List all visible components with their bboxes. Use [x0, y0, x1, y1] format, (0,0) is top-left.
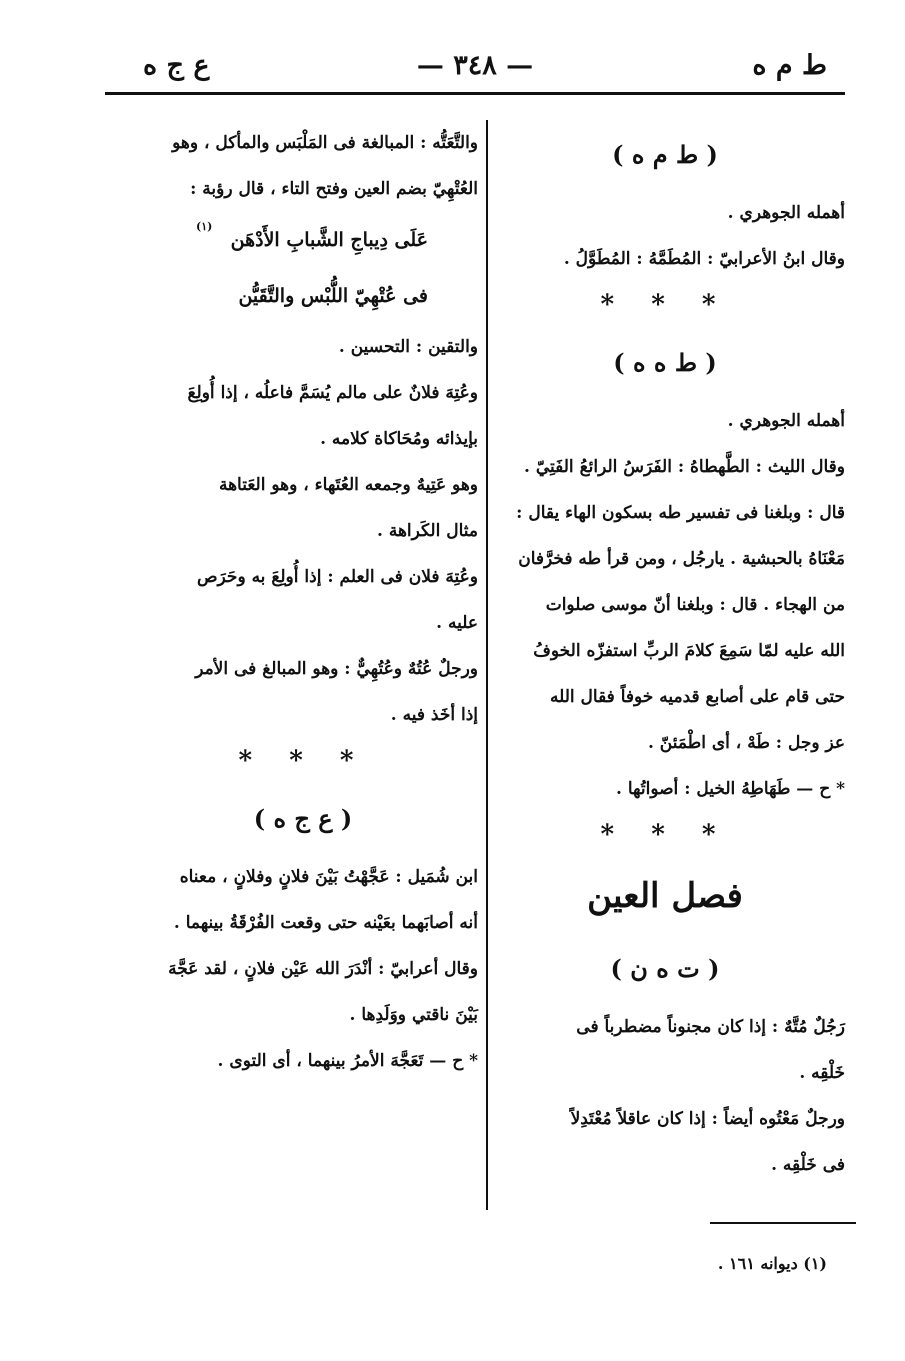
right-column-first-line: أهمله الجوهري .: [727, 411, 845, 431]
right-column-stars-line: * * *: [600, 290, 730, 320]
right-column-cont-line: خَلْقِه .: [799, 1063, 845, 1083]
left-column-first-line: والتقين : التحسين .: [338, 337, 478, 357]
right-column-cont-line: حتى قام على أصابع قدميه خوفاً فقال الله: [549, 687, 845, 707]
header-rule: [105, 92, 845, 95]
page-number: — ٣٤٨ —: [416, 50, 534, 81]
header-entry-right: ط م ه: [752, 50, 827, 81]
left-column-first-line: ابن شُمَيل : عَجَّهْتُ بَيْنَ فلانٍ وفلانٍ ، معناه: [179, 867, 478, 887]
left-column-verse-line: فى عُتْهِيّ اللُّبْس والتَّقَيُّن: [238, 285, 428, 307]
left-column-first-line: وعُتِهَ فلان فى العلم : إذا أُولِعَ به وحَرَص: [197, 567, 478, 587]
running-header: [105, 44, 845, 92]
right-column-first-line: وقال الليث : الطَّهطاهُ : الفَرَسُ الرائعُ الفَتِيّ .: [524, 457, 845, 477]
left-column-cont-line: مثال الكَراهة .: [377, 521, 478, 541]
left-column-cont-line: بَيْنَ ناقتي ووَلَدِها .: [349, 1005, 478, 1025]
right-column-stars-line: * * *: [600, 820, 730, 850]
right-column-heading-line: ( ت ه ن ): [610, 954, 720, 983]
left-column-cont-line: بإيذائه ومُحَاكاة كلامه .: [320, 429, 478, 449]
left-column-first-line: ورجلٌ عُتُهٌ وعُتُهِيٌّ : وهو المبالغ فى الأمر: [195, 659, 478, 679]
left-column: [128, 120, 478, 1084]
left-column-first-line: وهو عَتِيهٌ وجمعه العُتَهاء ، وهو العَتاهة: [218, 475, 478, 495]
left-column-first-line: وقال أعرابيّ : أنْدَرَ الله عَيْن فلانٍ ، لقد عَجَّهَ: [168, 959, 478, 979]
right-column-cont-line: عز وجل : طَهْ ، أى اطْمَئنّ .: [647, 733, 845, 753]
right-column-cont-line: مَعْنَاهُ بالحبشية . يارجُل ، ومن قرأ طه فخرَّفان: [518, 549, 845, 569]
right-column-first-line: أهمله الجوهري .: [727, 203, 845, 223]
left-column-first-line: وعُتِهَ فلانٌ على مالم يُسَمَّ فاعلُه ، إذا أُولِعَ: [187, 383, 478, 403]
right-column-heading-line: ( ط م ه ): [612, 140, 718, 169]
left-column-cont-line: العُتْهِيّ بضم العين وفتح التاء ، قال رؤبة :: [190, 179, 478, 199]
left-column-cont-line: إذا أخَذ فيه .: [390, 705, 478, 725]
right-column-first-line: ورجلٌ مَعْتُوه أيضاً : إذا كان عاقلاً مُعْتَدِلاً: [570, 1109, 845, 1129]
right-column-first-line: قال : وبلغنا فى تفسير طه بسكون الهاء يقال :: [516, 503, 845, 523]
right-column: [485, 120, 845, 1188]
left-column-first-line: والتَّعَتُّه : المبالغة فى المَلْبَس والمأكل ، وهو: [172, 133, 478, 153]
right-column-cont-line: فى خَلْقِه .: [771, 1155, 845, 1175]
left-column-stars-line: * * *: [238, 746, 368, 776]
right-column-cont-line: الله عليه لمّا سَمِعَ كلامَ الربِّ استفزّه الخوفُ: [533, 641, 845, 661]
right-column-first-line: وقال ابنُ الأعرابيّ : المُطَمَّهُ : المُطَوَّلُ .: [563, 249, 845, 269]
header-entry-left: ع ج ه: [143, 50, 210, 81]
footnote-marker: (١): [196, 220, 213, 233]
left-column-verse-line: عَلَى دِيباجِ الشَّبابِ الأَدْهَن: [230, 229, 428, 251]
right-column-heading-line: ( ط ه ه ): [613, 348, 717, 377]
right-column-first-line: رَجُلٌ مُتَّهٌ : إذا كان مجنوناً مضطرباً فى: [576, 1017, 845, 1037]
footnote-rule: [710, 1222, 856, 1224]
right-column-first-line: * ح — طَهَاطِهُ الخيل : أصواتُها .: [616, 779, 845, 799]
left-column-cont-line: عليه .: [436, 613, 478, 633]
right-column-cont-line: من الهجاء . قال : وبلغنا أنّ موسى صلوات: [545, 595, 845, 615]
left-column-first-line: * ح — تَعَجَّهَ الأمرُ بينهما ، أى التوى .: [217, 1051, 478, 1071]
left-column-cont-line: أنه أصابَهما بعَيْنه حتى وقعت الفُرْقَةُ بينهما .: [173, 913, 478, 933]
footnote: (١) ديوانه ١٦١ .: [717, 1254, 827, 1273]
right-column-section-line: فصل العين: [587, 876, 743, 916]
left-column-heading-line: ( ع ج ه ): [253, 804, 353, 833]
